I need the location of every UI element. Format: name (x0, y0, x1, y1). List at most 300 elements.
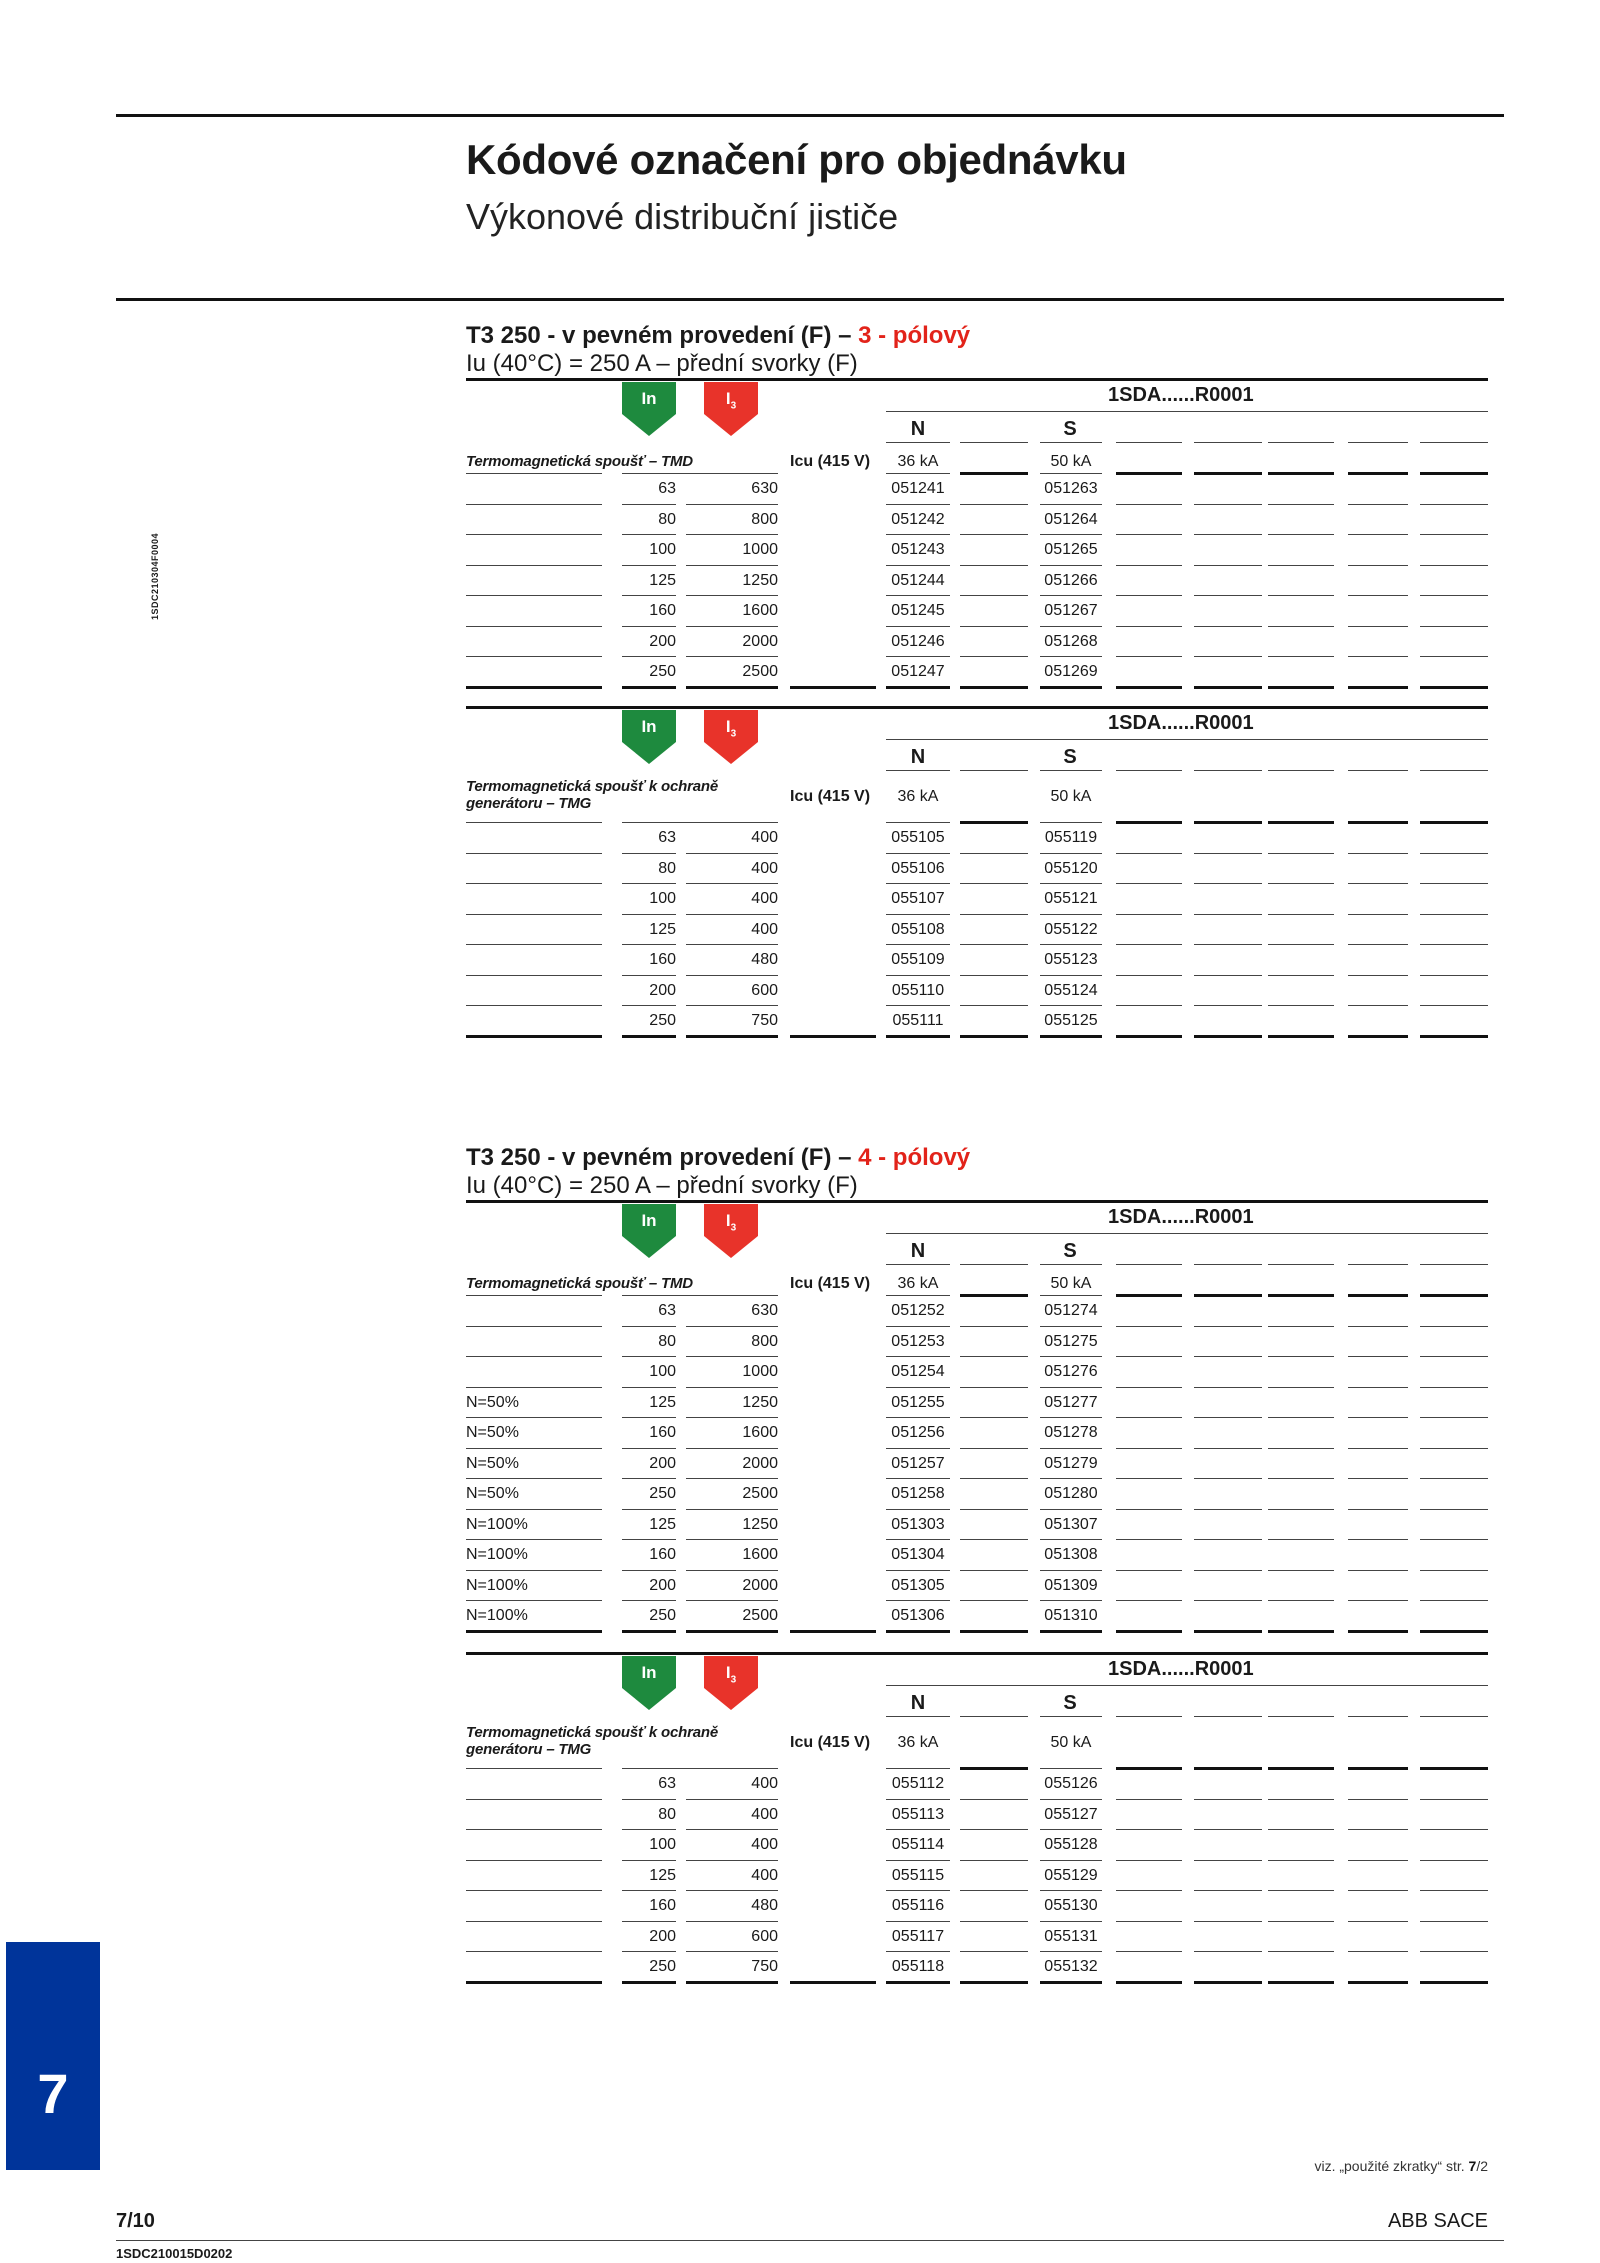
row-rule (1420, 1829, 1488, 1830)
row-rule (1268, 1005, 1334, 1006)
row-rule (622, 1860, 676, 1861)
label-thick-rule (1268, 472, 1334, 475)
label-thick-rule (1194, 1767, 1262, 1770)
order-code-n: 051254 (891, 1363, 945, 1380)
rated-current-in: 160 (649, 951, 676, 968)
row-rule (1194, 1921, 1262, 1922)
row-rule (1194, 1387, 1262, 1388)
row-rule (886, 1539, 950, 1540)
row-rule (686, 1326, 778, 1327)
row-rule (622, 504, 676, 505)
row-rule (1348, 1890, 1408, 1891)
row-rule (1116, 565, 1182, 566)
row-rule (466, 534, 602, 535)
row-rule (686, 1829, 778, 1830)
i3-badge-text: I (725, 717, 731, 736)
column-header-n: N (910, 418, 926, 440)
order-code-n: 051306 (891, 1607, 945, 1624)
order-code-pattern: 1SDA......R0001 (1108, 384, 1254, 406)
row-rule (886, 1509, 950, 1510)
breaking-capacity-n: 36 kA (897, 1734, 939, 1751)
trip-current-i3: 630 (751, 1302, 778, 1319)
icu-label: Icu (415 V) (790, 1734, 871, 1751)
icu-label: Icu (415 V) (790, 1275, 871, 1292)
header-rule-1 (886, 1685, 1488, 1686)
row-rule (1420, 1600, 1488, 1601)
row-rule (886, 534, 950, 535)
row-rule (466, 1356, 602, 1357)
row-rule (1268, 1951, 1334, 1952)
row-rule (622, 1448, 676, 1449)
row-rule (960, 1890, 1028, 1891)
row-rule (960, 914, 1028, 915)
in-badge-text: In (641, 717, 657, 736)
trip-unit-label-line: Termomagnetická spoušť k ochraně (466, 1724, 718, 1741)
in-badge-label (622, 1211, 676, 1231)
row-rule (622, 1890, 676, 1891)
order-code-n: 055106 (891, 859, 945, 877)
row-rule (1420, 1326, 1488, 1327)
row-rule (1348, 1417, 1408, 1418)
trip-current-i3: 600 (751, 1927, 778, 1945)
row-rule (1040, 565, 1102, 566)
label-rule (1040, 1768, 1102, 1769)
rated-current-in: 125 (649, 1393, 676, 1411)
row-rule (1420, 1890, 1488, 1891)
trip-current-i3: 400 (751, 829, 778, 846)
row-rule (1268, 1981, 1334, 1984)
label-thick-rule (1194, 821, 1262, 824)
table-top-rule (466, 378, 1488, 381)
order-code-n: 051242 (891, 510, 945, 528)
row-rule (686, 1387, 778, 1388)
row-rule (886, 1630, 950, 1633)
row-rule (686, 504, 778, 505)
column-header-s: S (1063, 1692, 1077, 1714)
header-rule-2 (1348, 442, 1408, 443)
row-rule (1194, 1448, 1262, 1449)
row-rule (886, 1921, 950, 1922)
order-code-n: 051241 (891, 480, 945, 497)
row-rule (466, 914, 602, 915)
trip-current-i3: 400 (751, 890, 778, 907)
row-rule (1348, 975, 1408, 976)
abbreviations-note-ref: 7 (1468, 2158, 1477, 2174)
row-rule (686, 626, 778, 627)
column-header-n: N (910, 746, 926, 768)
row-rule (960, 1799, 1028, 1800)
row-rule (960, 1539, 1028, 1540)
order-code-n: 051258 (891, 1485, 945, 1502)
rated-current-in: 160 (649, 1897, 676, 1914)
order-code-s: 055121 (1044, 890, 1098, 907)
i3-badge-label (704, 1663, 758, 1685)
row-rule (1348, 1356, 1408, 1357)
header-rule-2 (1040, 1264, 1102, 1265)
order-code-s: 051274 (1044, 1302, 1098, 1319)
order-code-s: 055125 (1044, 1012, 1098, 1029)
i3-badge-subscript: 3 (730, 400, 737, 412)
row-rule (1420, 1951, 1488, 1952)
order-code-n: 051255 (891, 1393, 945, 1411)
rated-current-in: 125 (649, 1866, 676, 1884)
row-rule (1194, 534, 1262, 535)
row-rule (686, 1630, 778, 1633)
row-rule (466, 1539, 602, 1540)
row-rule (1420, 1570, 1488, 1571)
row-rule (1348, 1570, 1408, 1571)
row-rule (1268, 853, 1334, 854)
trip-current-i3: 2500 (742, 1485, 778, 1502)
label-thick-rule (1348, 821, 1408, 824)
row-rule (1040, 1860, 1102, 1861)
row-rule (1040, 1417, 1102, 1418)
row-rule (1348, 626, 1408, 627)
row-rule (1040, 1005, 1102, 1006)
rated-current-in: 250 (649, 1607, 676, 1624)
row-rule (686, 975, 778, 976)
rated-current-in: 63 (658, 829, 676, 846)
header-rule-2 (1268, 442, 1334, 443)
row-rule (1268, 1326, 1334, 1327)
order-code-n: 055108 (891, 920, 945, 938)
header-rule-2 (1268, 770, 1334, 771)
row-rule (1348, 1448, 1408, 1449)
header-rule-2 (1116, 1264, 1182, 1265)
i3-badge-subscript: 3 (730, 1674, 737, 1686)
row-rule (1194, 1539, 1262, 1540)
order-code-s: 051268 (1044, 632, 1098, 650)
header-rule-2 (1420, 1264, 1488, 1265)
page-title: Kódové označení pro objednávku (466, 136, 1127, 183)
i3-badge (704, 1204, 758, 1258)
i3-badge (704, 382, 758, 436)
row-rule (960, 1387, 1028, 1388)
row-rule (1116, 1600, 1182, 1601)
order-code-s: 055122 (1044, 920, 1098, 938)
row-rule (886, 1890, 950, 1891)
row-rule (1116, 1829, 1182, 1830)
trip-current-i3: 800 (751, 1332, 778, 1350)
row-rule (1268, 686, 1334, 689)
icu-label: Icu (415 V) (790, 453, 871, 470)
row-rule (622, 1035, 676, 1038)
order-code-s: 051280 (1044, 1485, 1098, 1502)
section-title-0 (466, 322, 970, 350)
row-rule (1116, 975, 1182, 976)
label-rule (622, 1295, 778, 1296)
row-rule (1268, 944, 1334, 945)
label-thick-rule (1116, 821, 1182, 824)
trip-unit-label-line: Termomagnetická spoušť k ochraně (466, 778, 718, 795)
row-rule (1348, 1951, 1408, 1952)
row-rule (1420, 504, 1488, 505)
trip-current-i3: 400 (751, 1775, 778, 1792)
row-rule (1420, 975, 1488, 976)
breaking-capacity-n: 36 kA (897, 788, 939, 805)
row-rule (1194, 1951, 1262, 1952)
abbreviations-note-ref-suffix: /2 (1476, 2158, 1488, 2174)
row-rule (1040, 1600, 1102, 1601)
row-rule (1116, 626, 1182, 627)
row-rule (1116, 1981, 1182, 1984)
order-code-s: 055129 (1044, 1866, 1098, 1884)
row-rule (622, 1921, 676, 1922)
label-thick-rule (1348, 1767, 1408, 1770)
row-rule (1348, 1921, 1408, 1922)
row-rule (686, 534, 778, 535)
row-rule (960, 1005, 1028, 1006)
trip-unit-label (466, 453, 693, 470)
row-rule (790, 1981, 876, 1984)
row-rule (1420, 534, 1488, 535)
row-rule (1040, 1829, 1102, 1830)
row-rule (1040, 1326, 1102, 1327)
order-code-s: 051278 (1044, 1424, 1098, 1441)
row-rule (1116, 1570, 1182, 1571)
header-rule-2 (1348, 1716, 1408, 1717)
row-rule (1420, 853, 1488, 854)
row-rule (622, 853, 676, 854)
row-rule (1268, 1921, 1334, 1922)
row-rule (1116, 883, 1182, 884)
header-rule-2 (1194, 1716, 1262, 1717)
row-rule (1040, 1921, 1102, 1922)
row-rule (1040, 1570, 1102, 1571)
rated-current-in: 160 (649, 1424, 676, 1441)
header-rule-2 (1194, 442, 1262, 443)
row-rule (790, 1630, 876, 1633)
row-rule (886, 656, 950, 657)
header-rule-2 (1040, 770, 1102, 771)
row-rule (960, 504, 1028, 505)
rated-current-in: 250 (649, 1485, 676, 1502)
row-rule (1348, 1478, 1408, 1479)
row-rule (1194, 1570, 1262, 1571)
section-title-main: T3 250 - v pevném provedení (F) – (466, 322, 859, 349)
row-rule (1268, 1600, 1334, 1601)
row-rule (1268, 1539, 1334, 1540)
row-rule (960, 1860, 1028, 1861)
row-rule (1040, 1799, 1102, 1800)
row-rule (622, 1005, 676, 1006)
trip-current-i3: 480 (751, 951, 778, 968)
row-note: N=100% (466, 1546, 528, 1563)
header-rule-2 (1194, 770, 1262, 771)
label-thick-rule (1268, 821, 1334, 824)
row-rule (622, 1539, 676, 1540)
row-rule (622, 1478, 676, 1479)
header-rule-2 (1116, 770, 1182, 771)
order-code-n: 051253 (891, 1332, 945, 1350)
order-code-s: 051266 (1044, 571, 1098, 589)
row-note: N=50% (466, 1393, 519, 1411)
label-thick-rule (1420, 1767, 1488, 1770)
row-rule (1420, 944, 1488, 945)
row-rule (466, 1860, 602, 1861)
order-code-n: 051256 (891, 1424, 945, 1441)
row-rule (1116, 853, 1182, 854)
rated-current-in: 125 (649, 1515, 676, 1533)
row-rule (1194, 1509, 1262, 1510)
row-rule (1040, 1951, 1102, 1952)
row-rule (1420, 1035, 1488, 1038)
row-rule (1268, 565, 1334, 566)
row-rule (1116, 504, 1182, 505)
i3-badge-subscript: 3 (730, 728, 737, 740)
row-rule (1116, 1921, 1182, 1922)
row-rule (686, 595, 778, 596)
order-code-s: 055120 (1044, 859, 1098, 877)
row-rule (1194, 1478, 1262, 1479)
section-title-main: T3 250 - v pevném provedení (F) – (466, 1144, 859, 1171)
column-header-n: N (910, 1692, 926, 1714)
row-rule (686, 686, 778, 689)
row-rule (622, 944, 676, 945)
header-top-rule (116, 114, 1504, 117)
row-rule (1348, 944, 1408, 945)
row-rule (960, 1981, 1028, 1984)
row-rule (1348, 656, 1408, 657)
row-rule (1268, 1356, 1334, 1357)
row-rule (1348, 686, 1408, 689)
rated-current-in: 80 (658, 1805, 676, 1823)
row-rule (1194, 504, 1262, 505)
table-top-rule (466, 1200, 1488, 1203)
row-rule (1194, 1326, 1262, 1327)
trip-current-i3: 400 (751, 1866, 778, 1884)
row-rule (1420, 1478, 1488, 1479)
row-rule (1348, 504, 1408, 505)
i3-badge-text: I (725, 1211, 731, 1230)
section-subtitle-1: Iu (40°C) = 250 A – přední svorky (F) (466, 1172, 858, 1199)
row-rule (1194, 1630, 1262, 1633)
row-rule (1420, 626, 1488, 627)
row-rule (1194, 1035, 1262, 1038)
order-code-s: 055126 (1044, 1775, 1098, 1792)
row-rule (466, 1478, 602, 1479)
order-code-s: 055130 (1044, 1897, 1098, 1914)
row-rule (1268, 975, 1334, 976)
row-rule (622, 1509, 676, 1510)
order-code-s: 051269 (1044, 663, 1098, 680)
row-rule (886, 504, 950, 505)
row-rule (960, 1478, 1028, 1479)
row-rule (622, 1326, 676, 1327)
row-rule (960, 944, 1028, 945)
row-rule (1040, 626, 1102, 627)
rated-current-in: 125 (649, 571, 676, 589)
order-code-s: 051264 (1044, 510, 1098, 528)
label-rule (622, 473, 778, 474)
rated-current-in: 63 (658, 480, 676, 497)
row-rule (622, 975, 676, 976)
header-rule-2 (886, 1716, 950, 1717)
row-rule (1116, 656, 1182, 657)
row-rule (686, 1951, 778, 1952)
rated-current-in: 100 (649, 890, 676, 907)
row-rule (1420, 1921, 1488, 1922)
row-rule (622, 565, 676, 566)
order-code-pattern: 1SDA......R0001 (1108, 1658, 1254, 1680)
row-rule (1116, 1448, 1182, 1449)
row-rule (886, 1326, 950, 1327)
row-rule (466, 1600, 602, 1601)
row-rule (1348, 565, 1408, 566)
order-code-n: 055105 (891, 829, 945, 846)
row-rule (1040, 1890, 1102, 1891)
row-rule (1268, 1387, 1334, 1388)
page-number: 7/10 (116, 2210, 155, 2232)
order-code-s: 055127 (1044, 1805, 1098, 1823)
row-rule (1194, 1829, 1262, 1830)
rated-current-in: 200 (649, 1927, 676, 1945)
row-note: N=50% (466, 1454, 519, 1472)
row-rule (1268, 1570, 1334, 1571)
row-rule (1194, 1417, 1262, 1418)
row-rule (1194, 1981, 1262, 1984)
header-rule-2 (886, 442, 950, 443)
row-rule (1420, 914, 1488, 915)
label-thick-rule (1420, 1294, 1488, 1297)
row-rule (1194, 1600, 1262, 1601)
i3-badge-subscript: 3 (730, 1222, 737, 1234)
label-rule (886, 1295, 950, 1296)
order-code-s: 051279 (1044, 1454, 1098, 1472)
row-rule (886, 1387, 950, 1388)
row-rule (790, 686, 876, 689)
trip-current-i3: 1000 (742, 541, 778, 558)
table-top-rule (466, 1652, 1488, 1655)
order-code-pattern: 1SDA......R0001 (1108, 712, 1254, 734)
row-rule (1116, 1035, 1182, 1038)
row-rule (622, 914, 676, 915)
row-rule (1420, 595, 1488, 596)
row-rule (1116, 914, 1182, 915)
row-rule (886, 1035, 950, 1038)
row-rule (886, 1951, 950, 1952)
row-rule (1040, 686, 1102, 689)
row-rule (1116, 1387, 1182, 1388)
row-note: N=50% (466, 1424, 519, 1441)
row-rule (466, 883, 602, 884)
order-code-s: 051310 (1044, 1607, 1098, 1624)
row-rule (466, 686, 602, 689)
row-rule (622, 1951, 676, 1952)
header-rule-2 (1420, 442, 1488, 443)
order-code-n: 055111 (892, 1012, 944, 1029)
rated-current-in: 125 (649, 920, 676, 938)
trip-current-i3: 1250 (742, 1515, 778, 1533)
trip-current-i3: 1600 (742, 1424, 778, 1441)
trip-unit-label-line: generátoru – TMG (466, 1741, 592, 1758)
rated-current-in: 250 (649, 1958, 676, 1975)
row-rule (622, 686, 676, 689)
rated-current-in: 200 (649, 632, 676, 650)
order-code-n: 055113 (891, 1805, 945, 1823)
rated-current-in: 200 (649, 981, 676, 999)
breaking-capacity-s: 50 kA (1050, 1734, 1092, 1751)
row-rule (686, 1448, 778, 1449)
label-thick-rule (960, 1294, 1028, 1297)
row-rule (686, 1600, 778, 1601)
row-rule (1040, 914, 1102, 915)
row-rule (466, 1035, 602, 1038)
row-rule (1420, 565, 1488, 566)
label-thick-rule (1194, 472, 1262, 475)
order-code-s: 051309 (1044, 1576, 1098, 1594)
column-header-s: S (1063, 1240, 1077, 1262)
